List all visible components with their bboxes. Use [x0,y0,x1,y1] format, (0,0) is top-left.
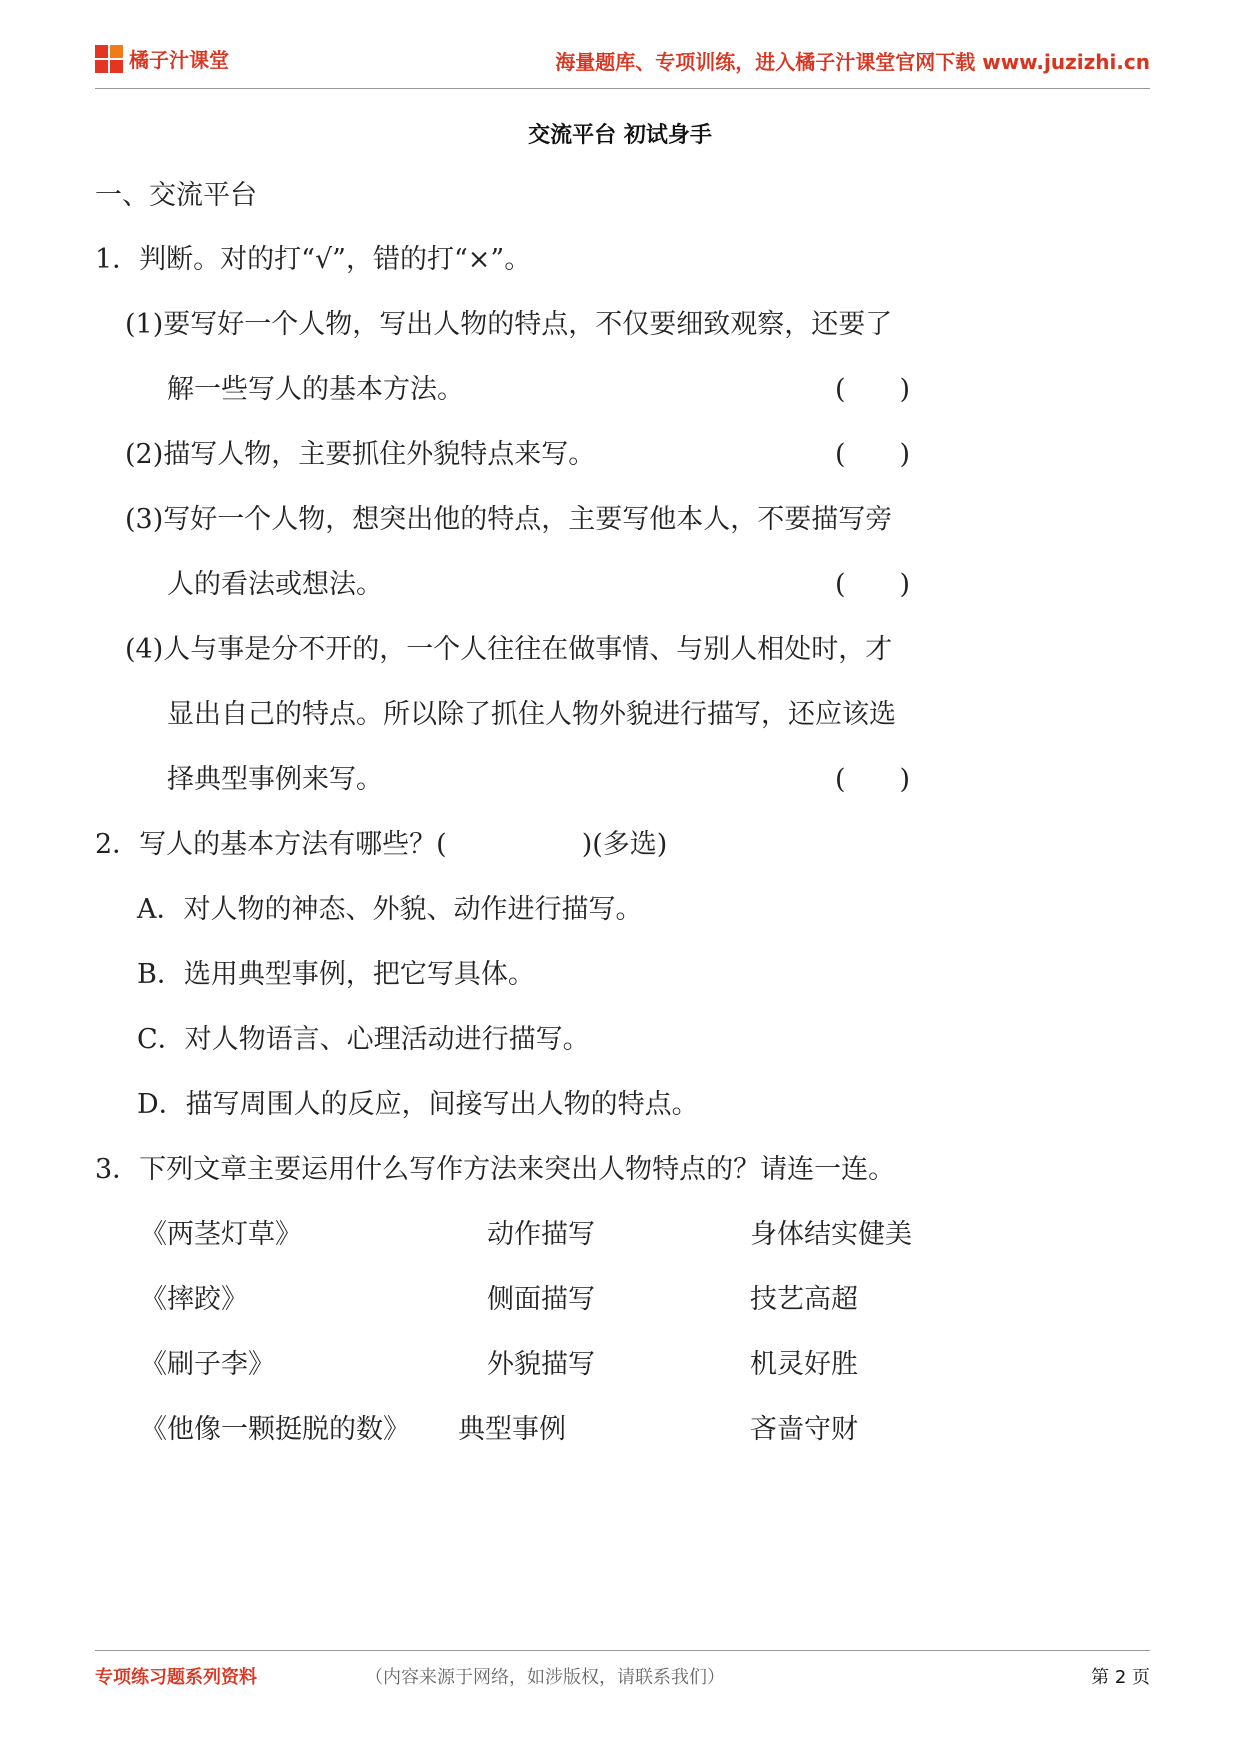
page-number: 第 2 页 [1091,1667,1150,1688]
q1-stem: 1．判断。对的打“√”，错的打“×”。 [95,244,532,275]
q2-option-a: A．对人物的神态、外貌、动作进行描写。 [137,894,643,925]
q3-title: 《他像一颗挺脱的数》 [140,1414,410,1445]
q3-title: 《刷子李》 [140,1349,275,1380]
answer-paren: ( ) [835,764,911,795]
logo [95,44,229,73]
section-heading: 一、交流平台 [95,180,257,211]
logo-text: 橘子汁课堂 [129,48,229,72]
q1-item4-line2: 显出自己的特点。所以除了抓住人物外貌进行描写，还应该选 [167,699,896,730]
q2-option-d: D．描写周围人的反应，间接写出人物的特点。 [137,1089,699,1120]
q3-method: 侧面描写 [487,1284,595,1315]
q3-stem: 3．下列文章主要运用什么写作方法来突出人物特点的？请连一连。 [95,1154,896,1185]
q3-trait: 机灵好胜 [750,1349,858,1380]
q3-title: 《摔跤》 [140,1284,248,1315]
q3-method: 外貌描写 [487,1349,595,1380]
q1-item2-line1: (2)描写人物，主要抓住外貌特点来写。 [125,439,596,470]
q1-item3-line1: (3)写好一个人物，想突出他的特点，主要写他本人，不要描写旁 [125,504,893,535]
q1-item1-line1: (1)要写好一个人物，写出人物的特点，不仅要细致观察，还要了 [125,309,893,340]
q1-item4-line3: 择典型事例来写。 [167,764,383,795]
answer-paren: ( ) [835,439,911,470]
q3-method: 典型事例 [458,1414,566,1445]
answer-paren: ( ) [835,374,911,405]
q3-title: 《两茎灯草》 [140,1219,302,1250]
q3-trait: 技艺高超 [750,1284,858,1315]
page-header [95,40,1150,89]
q1-item1-line2: 解一些写人的基本方法。 [167,374,464,405]
q1-item3-line2: 人的看法或想法。 [167,569,383,600]
q2-stem: 2．写人的基本方法有哪些？( )(多选) [95,829,668,860]
q3-trait: 吝啬守财 [750,1414,858,1445]
q1-item4-line1: (4)人与事是分不开的，一个人往往在做事情、与别人相处时，才 [125,634,893,665]
header-slogan: 海量题库、专项训练，进入橘子汁课堂官网下载 www.juzizhi.cn [555,50,1150,74]
footer-series: 专项练习题系列资料 [95,1667,257,1688]
q2-option-b: B．选用典型事例，把它写具体。 [137,959,535,990]
q3-trait: 身体结实健美 [750,1219,912,1250]
page-title: 交流平台 初试身手 [528,123,712,148]
page-footer [95,1650,1150,1691]
q3-method: 动作描写 [487,1219,595,1250]
footer-copyright: （内容来源于网络，如涉版权，请联系我们） [365,1667,725,1688]
logo-mark-icon [95,45,123,73]
q2-option-c: C．对人物语言、心理活动进行描写。 [137,1024,590,1055]
answer-paren: ( ) [835,569,911,600]
